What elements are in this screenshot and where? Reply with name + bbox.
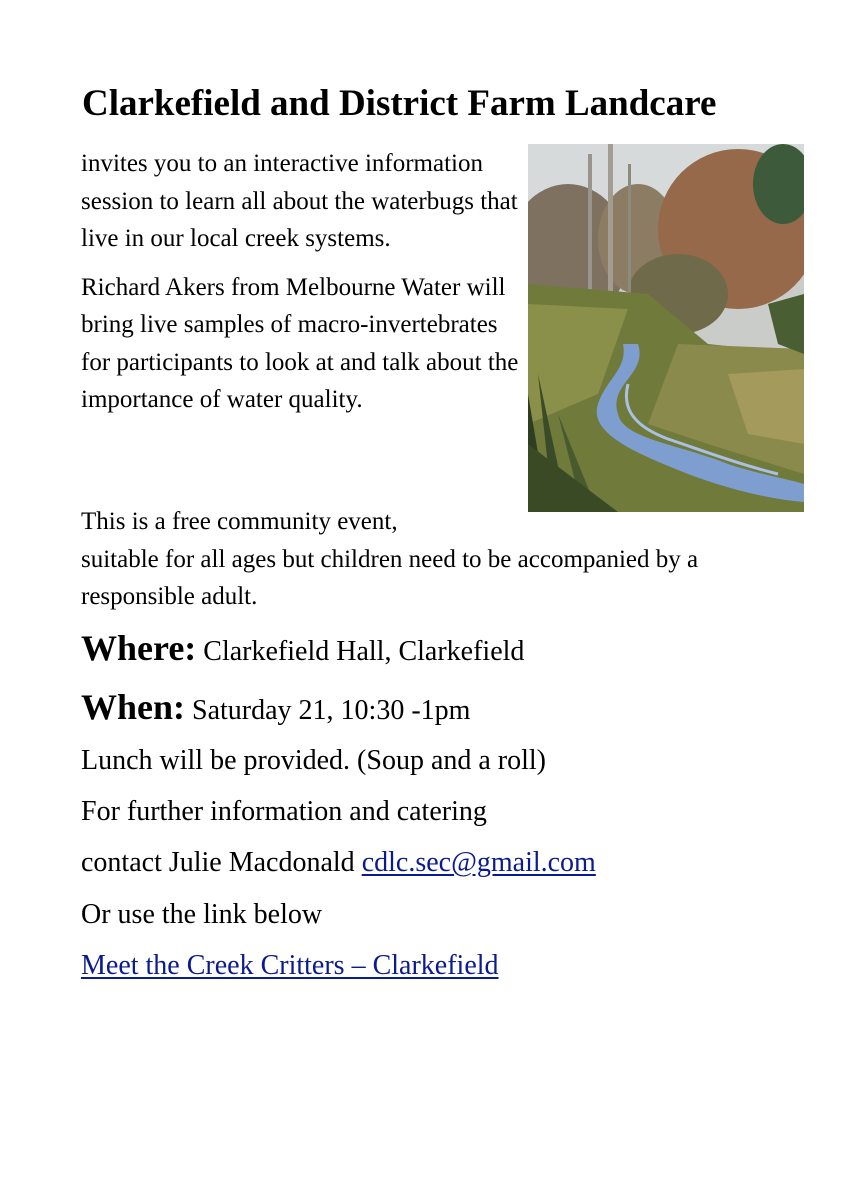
speaker-paragraph: Richard Akers from Melbourne Water will bring live samples of macro-invertebrates for participants to look at and talk about the importance of water quality.: [81, 273, 519, 413]
event-page-link[interactable]: Meet the Creek Critters – Clarkefield: [81, 950, 499, 981]
contact-email-link[interactable]: cdlc.sec@gmail.com: [361, 847, 596, 878]
contact-name: contact Julie Macdonald: [81, 847, 355, 878]
lunch-line: Lunch will be provided. (Soup and a roll): [81, 745, 547, 776]
contact-line: [81, 847, 596, 879]
further-info-line: For further information and catering: [81, 796, 487, 827]
creek-photo: [528, 144, 804, 512]
link-intro-line: Or use the link below: [81, 899, 323, 930]
where-value: Clarkefield Hall, Clarkefield: [203, 636, 525, 667]
when-row: [81, 686, 470, 728]
intro-section: [81, 145, 526, 430]
when-value: Saturday 21, 10:30 -1pm: [192, 695, 471, 726]
event-link-row: [81, 950, 499, 982]
ages-paragraph: suitable for all ages but children need to be accompanied by a responsible adult.: [81, 545, 699, 610]
where-label: Where:: [81, 628, 197, 668]
community-section: [81, 503, 781, 616]
free-event-line: This is a free community event,: [81, 508, 398, 535]
where-row: [81, 627, 524, 669]
intro-paragraph: invites you to an interactive information session to learn all about the waterbugs that live in our local creek systems.: [81, 150, 518, 252]
when-label: When:: [81, 687, 186, 727]
flyer-title: Clarkefield and District Farm Landcare: [82, 83, 717, 124]
